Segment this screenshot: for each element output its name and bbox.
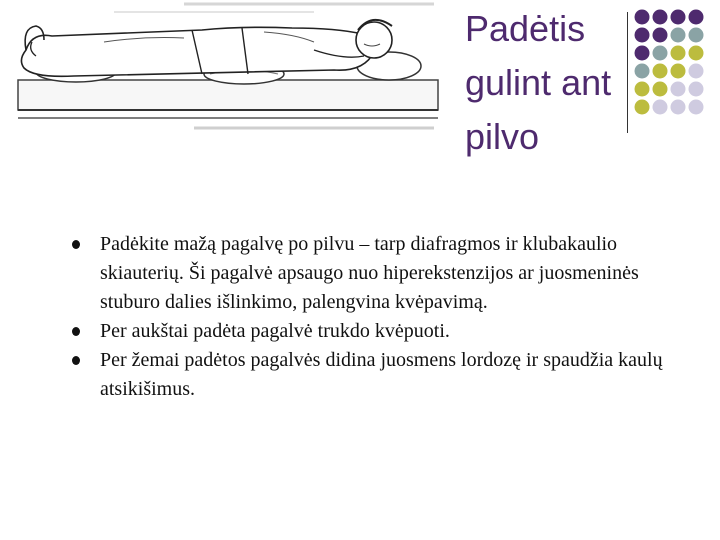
decorative-dot [635, 28, 650, 43]
bullet-text: Per žemai padėtos pagalvės didina juosmens lordozę ir spaudžia kaulų atsikišimus. [100, 349, 663, 400]
bullet-list [72, 230, 692, 404]
decorative-dot [689, 64, 704, 79]
prone-position-illustration [14, 0, 450, 140]
slide-body [72, 230, 692, 404]
title-divider [627, 12, 628, 133]
decorative-dot-grid [632, 0, 720, 120]
decorative-dot [671, 82, 686, 97]
person-lying-on-stomach-drawing [14, 0, 450, 140]
decorative-dot [653, 46, 668, 61]
decorative-dot [689, 46, 704, 61]
bullet-text: Per aukštai padėta pagalvė trukdo kvėpuoti. [100, 320, 450, 342]
title-line: gulint ant [465, 62, 612, 103]
decorative-dot [635, 100, 650, 115]
slide-title [465, 2, 625, 164]
list-item [72, 317, 692, 346]
list-item [72, 230, 692, 317]
decorative-dot [635, 10, 650, 25]
decorative-dot [635, 46, 650, 61]
bullet-text: Padėkite mažą pagalvę po pilvu – tarp diafragmos ir klubakaulio skiauterių. Ši pagalvė apsaugo nuo hiperekstenzijos ar juosmeninės stuburo dalies išlinkimo, palengvina kvėpavimą. [100, 233, 639, 313]
decorative-dot [671, 46, 686, 61]
decorative-dot [671, 100, 686, 115]
decorative-dot [635, 82, 650, 97]
bullet-icon [72, 240, 80, 249]
decorative-dot [653, 82, 668, 97]
list-item [72, 346, 692, 404]
decorative-dot [671, 28, 686, 43]
bullet-icon [72, 356, 80, 365]
bullet-icon [72, 327, 80, 336]
decorative-dot [653, 64, 668, 79]
decorative-dot [689, 28, 704, 43]
decorative-dot [653, 10, 668, 25]
title-line: pilvo [465, 116, 540, 157]
decorative-dot [689, 82, 704, 97]
decorative-dot [635, 64, 650, 79]
decorative-dot [671, 64, 686, 79]
decorative-dot [671, 10, 686, 25]
decorative-dot [653, 28, 668, 43]
decorative-dot [689, 10, 704, 25]
decorative-dot [653, 100, 668, 115]
decorative-dot [689, 100, 704, 115]
title-line: Padėtis [465, 8, 586, 49]
